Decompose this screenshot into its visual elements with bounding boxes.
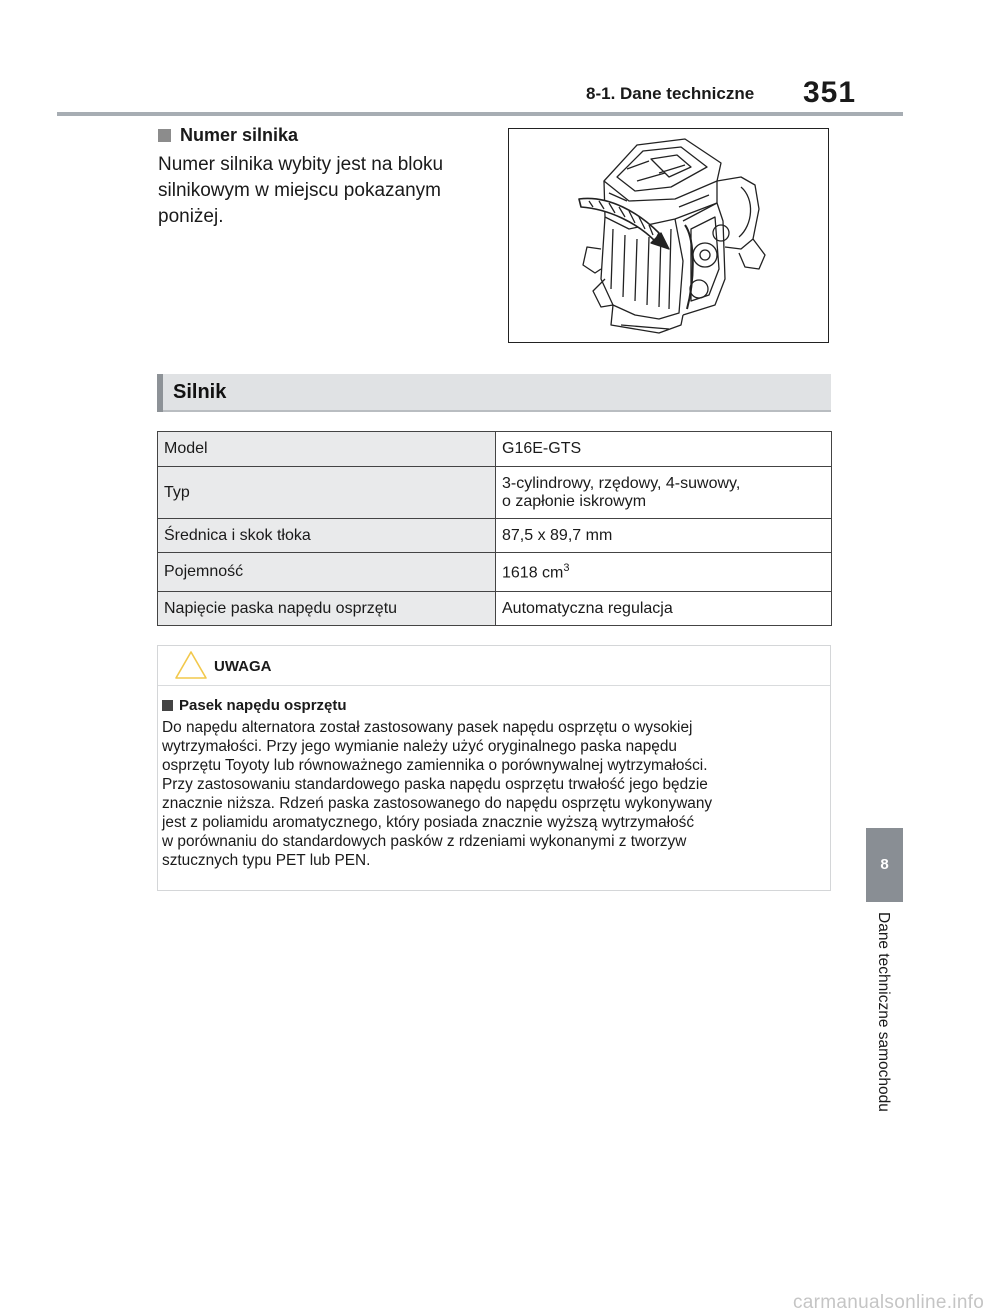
spec-section-band: [157, 374, 831, 412]
warning-line: w porównaniu do standardowych pasków z rdzeniami wykonanymi z tworzyw: [162, 833, 687, 850]
table-key: Średnica i skok tłoka: [158, 519, 496, 553]
page-number: 351: [803, 76, 857, 109]
warning-line: wytrzymałości. Przy jego wymianie należy użyć oryginalnego paska napędu: [162, 738, 677, 755]
warning-line: Przy zastosowaniu standardowego paska napędu osprzętu trwałość jego będzie: [162, 776, 708, 793]
table-row: [158, 553, 832, 592]
band-accent: [157, 374, 163, 412]
table-value-line-1: 3-cylindrowy, rzędowy, 4-suwowy,: [502, 474, 741, 492]
displacement-value: 1618 cm: [502, 564, 564, 582]
table-value-line-2: o zapłonie iskrowym: [502, 492, 647, 510]
unit-superscript: 3: [563, 561, 570, 574]
watermark: carmanualsonline.info: [793, 1292, 984, 1313]
engine-figure: [508, 128, 829, 343]
header-section-title: 8-1. Dane techniczne: [586, 84, 755, 103]
bullet-square-icon: [162, 700, 173, 711]
chapter-side-tab[interactable]: [866, 828, 903, 902]
table-value: G16E-GTS: [496, 432, 832, 467]
section-heading: [158, 125, 298, 146]
engine-illustration-icon: [509, 129, 828, 342]
table-value: [496, 467, 832, 519]
warning-line: jest z poliamidu aromatycznego, który posiada znacznie wyższą wytrzymałość: [162, 814, 695, 831]
warning-line: znacznie niższa. Rdzeń paska zastosowanego do napędu osprzętu wykonywany: [162, 795, 713, 812]
bullet-square-icon: [158, 129, 171, 142]
table-row: [158, 592, 832, 626]
warning-subheading: [162, 697, 347, 714]
section-heading-text: Numer silnika: [180, 125, 299, 145]
table-value: [496, 553, 832, 592]
warning-text: [162, 718, 822, 870]
section-body: Numer silnika wybity jest na bloku silnikowym w miejscu pokazanym poniżej.: [158, 154, 444, 227]
warning-subheading-text: Pasek napędu osprzętu: [179, 697, 347, 714]
warning-line: osprzętu Toyoty lub równoważnego zamiennika o porównywalnej wytrzymałości.: [162, 757, 708, 774]
chapter-number: 8: [880, 856, 889, 873]
table-row: [158, 432, 832, 467]
table-key: Napięcie paska napędu osprzętu: [158, 592, 496, 626]
warning-triangle-icon: [174, 650, 208, 680]
table-row: [158, 519, 832, 553]
table-value: Automatyczna regulacja: [496, 592, 832, 626]
table-key: Typ: [158, 467, 496, 519]
header-rule: [57, 112, 903, 116]
chapter-side-label: Dane techniczne samochodu: [875, 912, 892, 1112]
warning-line: Do napędu alternatora został zastosowany pasek napędu osprzętu o wysokiej: [162, 719, 693, 736]
table-key: Model: [158, 432, 496, 467]
warning-line: sztucznych typu PET lub PEN.: [162, 852, 371, 869]
warning-box: [157, 645, 831, 891]
spec-table: [157, 431, 832, 626]
table-row: [158, 467, 832, 519]
warning-title: UWAGA: [214, 658, 272, 675]
spec-section-title: Silnik: [173, 381, 227, 403]
table-value: 87,5 x 89,7 mm: [496, 519, 832, 553]
table-key: Pojemność: [158, 553, 496, 592]
warning-header: [158, 646, 830, 686]
